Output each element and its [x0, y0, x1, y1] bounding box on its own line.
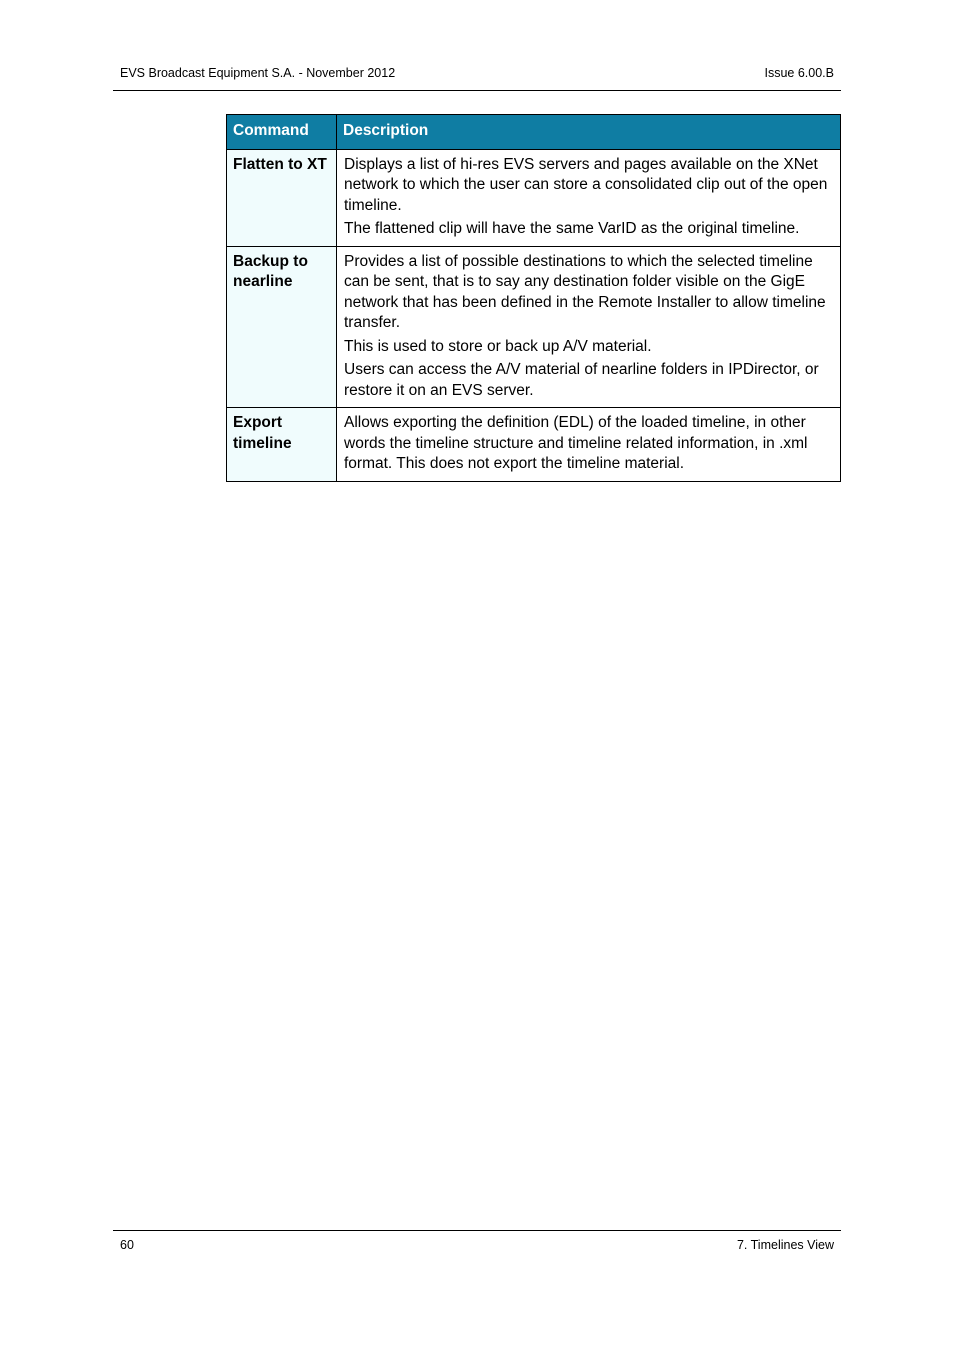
description-cell: [337, 149, 841, 246]
page-footer: [113, 1230, 841, 1252]
page-header: [113, 63, 841, 91]
table-header-row: [227, 115, 841, 150]
command-cell: Backup to nearline: [227, 246, 337, 408]
column-header-command: Command: [227, 115, 337, 150]
command-table: [226, 114, 841, 482]
header-publisher: EVS Broadcast Equipment S.A. - November 2012: [120, 66, 396, 80]
command-cell: Flatten to XT: [227, 149, 337, 246]
table-row: [227, 408, 841, 482]
column-header-description: Description: [337, 115, 841, 150]
description-paragraph: Displays a list of hi-res EVS servers and pages available on the XNet network to which the user can store a consolidated clip out of the open timeline.: [344, 155, 828, 214]
page-number: 60: [120, 1238, 134, 1252]
command-cell: Export timeline: [227, 408, 337, 482]
description-cell: [337, 246, 841, 408]
table-row: [227, 149, 841, 246]
header-issue: Issue 6.00.B: [764, 66, 834, 80]
footer-section-title: 7. Timelines View: [736, 1238, 834, 1252]
description-paragraph: Users can access the A/V material of nearline folders in IPDirector, or restore it on an EVS server.: [344, 361, 819, 399]
description-cell: [337, 408, 841, 482]
description-paragraph: Allows exporting the definition (EDL) of the loaded timeline, in other words the timeline structure and timeline related information, in .xml format. This does not export the timeline material.: [344, 414, 808, 472]
description-paragraph: Provides a list of possible destinations to which the selected timeline can be sent, that is to say any destination folder visible on the GigE network that has been defined in the Remote Installer to allow timeline transfer.: [344, 252, 826, 331]
description-paragraph: The flattened clip will have the same VarID as the original timeline.: [344, 220, 800, 237]
table-row: [227, 246, 841, 408]
description-paragraph: This is used to store or back up A/V material.: [344, 337, 652, 355]
